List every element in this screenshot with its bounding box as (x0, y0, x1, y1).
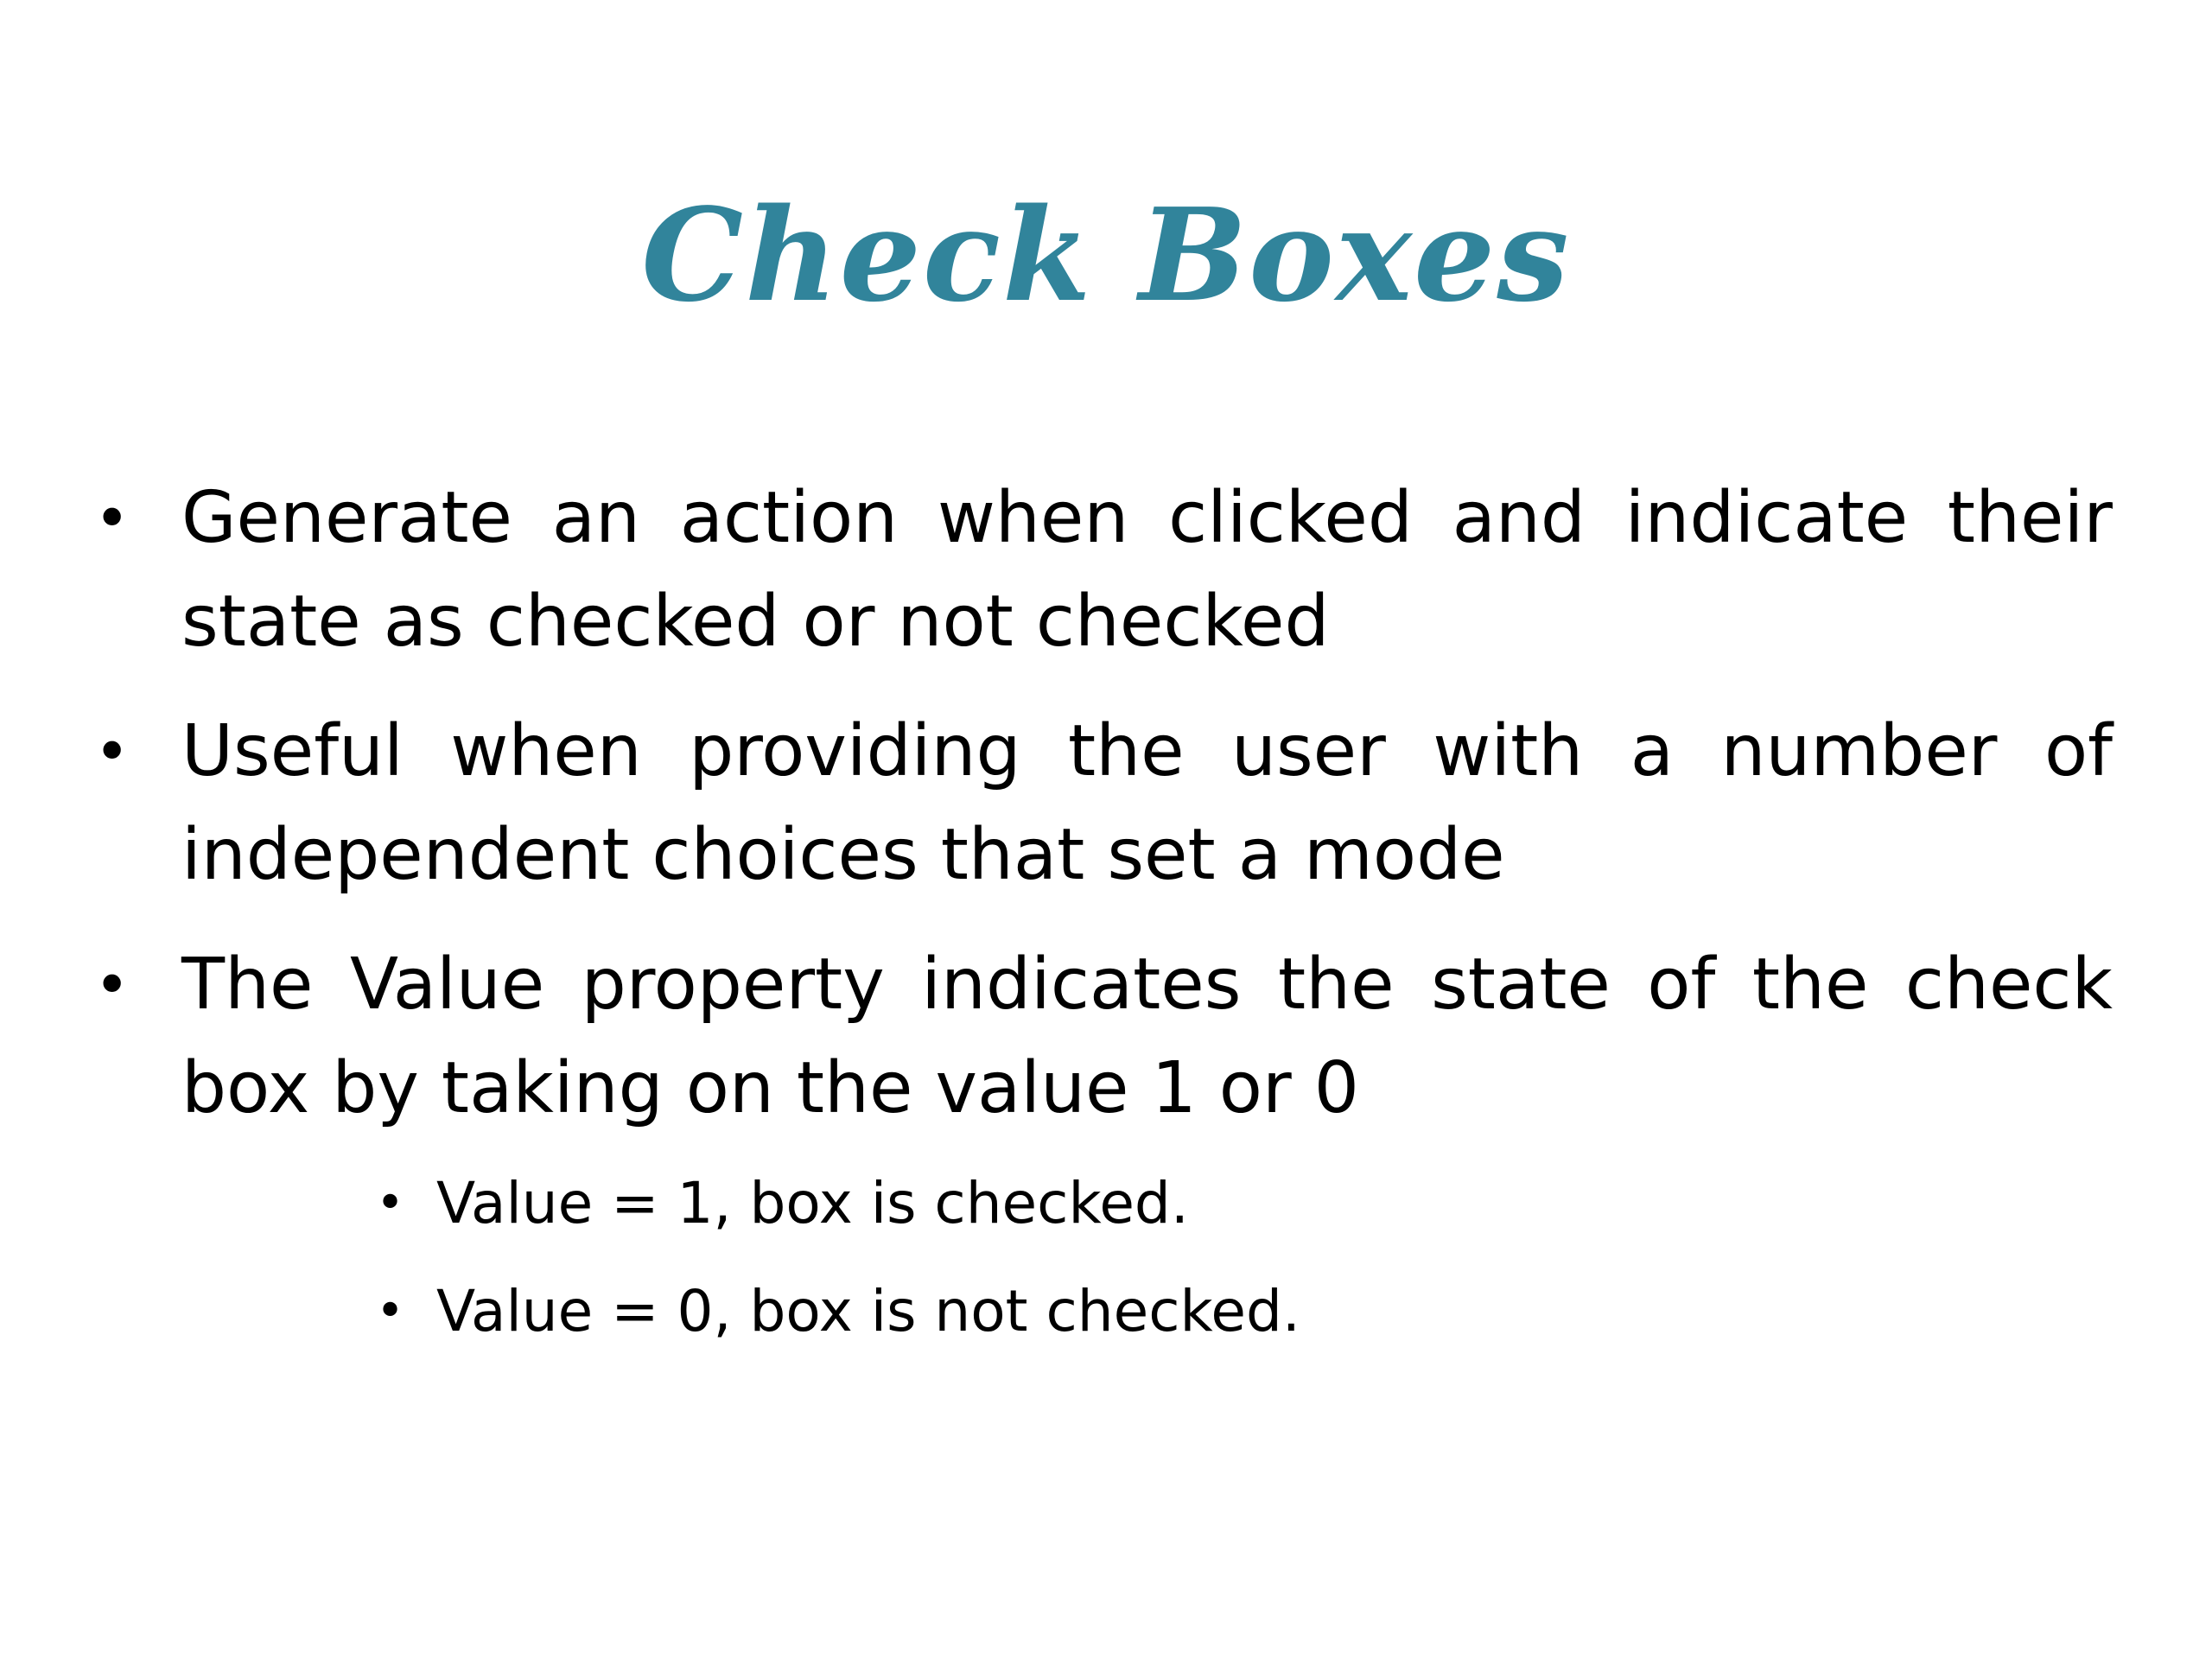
bullet-dot-icon: • (94, 483, 130, 554)
bullet-dot-icon: • (94, 716, 130, 787)
bullet-item-3 (91, 933, 2113, 1365)
sub-bullet-dot-icon: • (376, 1283, 405, 1339)
bullet-item-2 (91, 700, 2113, 907)
bullet-text: The Value property indicates the state of the check box by taking on the value 1 or 0 (181, 944, 2113, 1129)
bullet-text: Useful when providing the user with a number of independent choices that set a mode (181, 710, 2113, 896)
bullet-dot-icon: • (94, 950, 130, 1020)
slide-content (91, 467, 2113, 1391)
sub-bullet-item-2 (376, 1257, 2113, 1365)
sub-bullet-list (181, 1149, 2113, 1365)
sub-bullet-dot-icon: • (376, 1175, 405, 1231)
bullet-list (91, 467, 2113, 1365)
slide-title: Check Boxes (641, 180, 1571, 330)
bullet-text: Generate an action when clicked and indicate their state as checked or not checked (181, 477, 2113, 663)
bullet-item-1 (91, 467, 2113, 674)
sub-bullet-text: Value = 0, box is not checked. (436, 1278, 1300, 1344)
sub-bullet-text: Value = 1, box is checked. (436, 1170, 1189, 1236)
sub-bullet-item-1 (376, 1149, 2113, 1257)
